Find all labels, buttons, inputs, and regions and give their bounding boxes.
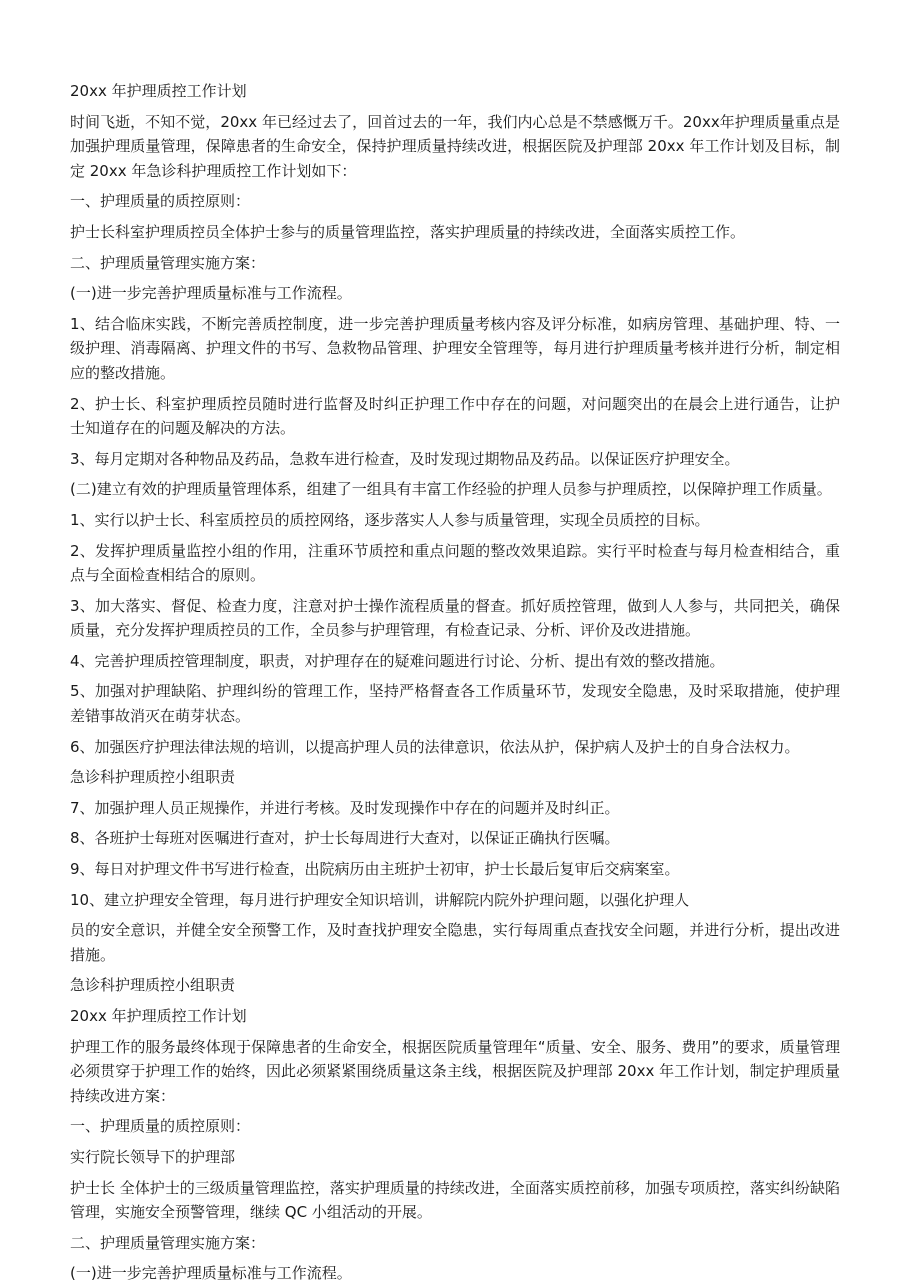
list-item: 2、护士长、科室护理质控员随时进行监督及时纠正护理工作中存在的问题，对问题突出的在晨会上进行通告，让护士知道存在的问题及解决的方法。	[70, 394, 840, 438]
list-item: 8、各班护士每班对医嘱进行查对，护士长每周进行大查对，以保证正确执行医嘱。	[70, 829, 620, 848]
list-item-continued: 员的安全意识，并健全安全预警工作，及时查找护理安全隐患，实行每周重点查找安全问题，并进行分析，提出改进措施。	[70, 921, 840, 964]
section-heading-plan: 二、护理质量管理实施方案：	[70, 1233, 266, 1252]
intro-paragraph-second: 护理工作的服务最终体现于保障患者的生命安全，根据医院质量管理年“质量、安全、服务、费用”的要求，质量管理必须贯穿于护理工作的始终，因此必须紧紧围绕质量这条主线，根据医院及护理部 20xx 年工作计划，制定护理质量持续改进方案：	[70, 1037, 840, 1105]
list-item: 1、结合临床实践，不断完善质控制度，进一步完善护理质量考核内容及评分标准，如病房管理、基础护理、特、一级护理、消毒隔离、护理文件的书写、急救物品管理、护理安全管理等，每月进行护理质量考核并进行分析，制定相应的整改措施。	[70, 314, 840, 382]
list-item: 6、加强医疗护理法律法规的培训，以提高护理人员的法律意识，依法从护，保护病人及护士的自身合法权力。	[70, 737, 800, 756]
section-heading-principles: 一、护理质量的质控原则：	[70, 1117, 251, 1136]
section-heading-duties: 急诊科护理质控小组职责	[70, 768, 236, 787]
list-item: 2、发挥护理质量监控小组的作用，注重环节质控和重点问题的整改效果追踪。实行平时检查与每月检查相结合，重点与全面检查相结合的原则。	[70, 541, 840, 585]
section-heading-duties: 急诊科护理质控小组职责	[70, 976, 236, 995]
list-item: 1、实行以护士长、科室质控员的质控网络，逐步落实人人参与质量管理，实现全员质控的目标。	[70, 510, 710, 529]
list-item: 9、每日对护理文件书写进行检查，出院病历由主班护士初审，护士长最后复审后交病案室。	[70, 860, 680, 879]
section-heading-plan: 二、护理质量管理实施方案：	[70, 253, 266, 272]
document-title: 20xx 年护理质控工作计划	[70, 82, 247, 100]
principles-paragraph: 护士长科室护理质控员全体护士参与的质量管理监控，落实护理质量的持续改进，全面落实质控工作。	[70, 222, 746, 241]
list-item: 10、建立护理安全管理，每月进行护理安全知识培训，讲解院内院外护理问题，以强化护理人	[70, 890, 690, 909]
subsection-heading-standards: (一)进一步完善护理质量标准与工作流程。	[70, 1264, 352, 1283]
intro-paragraph: 时间飞逝，不知不觉，20xx 年已经过去了，回首过去的一年，我们内心总是不禁感慨万千。20xx年护理质量重点是加强护理质量管理，保障患者的生命安全，保持护理质量持续改进，根据医院及护理部 20xx 年工作计划及目标，制定 20xx 年急诊科护理质控工作计划如下：	[70, 112, 840, 180]
principles-paragraph: 护士长 全体护士的三级质量管理监控，落实护理质量的持续改进，全面落实质控前移，加强专项质控，落实纠纷缺陷管理，实施安全预警管理，继续 QC 小组活动的开展。	[70, 1178, 840, 1222]
subsection-heading-standards: (一)进一步完善护理质量标准与工作流程。	[70, 284, 352, 303]
list-item: 7、加强护理人员正规操作，并进行考核。及时发现操作中存在的问题并及时纠正。	[70, 798, 620, 817]
list-item: 4、完善护理质控管理制度，职责，对护理存在的疑难问题进行讨论、分析、提出有效的整改措施。	[70, 651, 725, 670]
list-item: 5、加强对护理缺陷、护理纠纷的管理工作，坚持严格督查各工作质量环节，发现安全隐患，及时采取措施，使护理差错事故消灭在萌芽状态。	[70, 682, 840, 726]
section-heading-principles: 一、护理质量的质控原则：	[70, 192, 251, 211]
list-item: 3、每月定期对各种物品及药品，急救车进行检查，及时发现过期物品及药品。以保证医疗护理安全。	[70, 449, 740, 468]
principles-line: 实行院长领导下的护理部	[70, 1147, 236, 1166]
subsection-heading-system: (二)建立有效的护理质量管理体系，组建了一组具有丰富工作经验的护理人员参与护理质控，以保障护理工作质量。	[70, 480, 832, 499]
list-item: 3、加大落实、督促、检查力度，注意对护士操作流程质量的督查。抓好质控管理，做到人人参与，共同把关，确保质量，充分发挥护理质控员的工作，全员参与护理管理，有检查记录、分析、评价及改进措施。	[70, 596, 840, 640]
document-title-repeat: 20xx 年护理质控工作计划	[70, 1007, 247, 1025]
